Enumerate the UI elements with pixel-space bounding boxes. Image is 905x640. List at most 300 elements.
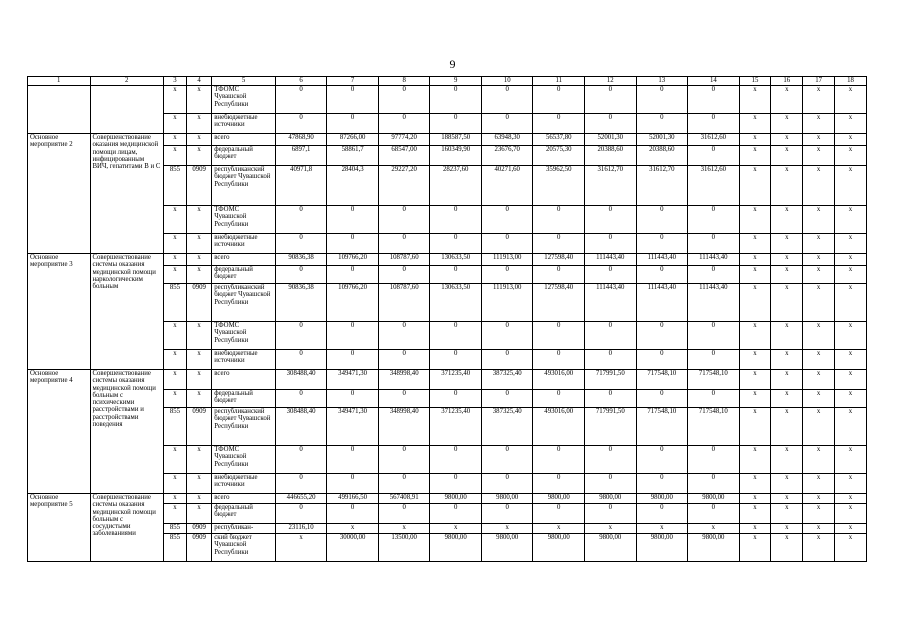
code-cell: x bbox=[163, 370, 186, 390]
value-cell: 0 bbox=[533, 114, 585, 134]
column-number-cell: 14 bbox=[688, 77, 740, 86]
value-cell: x bbox=[803, 494, 835, 504]
value-cell: x bbox=[688, 524, 740, 534]
funding-source-cell: республиканский бюджет Чувашской Республики bbox=[212, 408, 276, 446]
value-cell: 0 bbox=[688, 234, 740, 254]
value-cell: 0 bbox=[585, 446, 637, 474]
value-cell: 0 bbox=[275, 474, 327, 494]
code-cell: x bbox=[187, 390, 212, 408]
value-cell: 111443,40 bbox=[688, 254, 740, 266]
value-cell: 0 bbox=[430, 86, 482, 114]
column-number-cell: 9 bbox=[430, 77, 482, 86]
value-cell: 717548,10 bbox=[636, 370, 688, 390]
value-cell: x bbox=[739, 524, 771, 534]
value-cell: x bbox=[739, 350, 771, 370]
value-cell: x bbox=[739, 234, 771, 254]
value-cell: x bbox=[771, 504, 803, 524]
value-cell: x bbox=[803, 254, 835, 266]
value-cell: 111913,00 bbox=[481, 284, 533, 322]
value-cell: 0 bbox=[378, 474, 430, 494]
value-cell: 108787,60 bbox=[378, 254, 430, 266]
value-cell: x bbox=[771, 408, 803, 446]
value-cell: 349471,30 bbox=[327, 370, 379, 390]
value-cell: x bbox=[771, 266, 803, 284]
code-cell: x bbox=[187, 206, 212, 234]
value-cell: x bbox=[835, 146, 867, 166]
value-cell: x bbox=[739, 322, 771, 350]
value-cell: 130633,50 bbox=[430, 284, 482, 322]
value-cell: 0 bbox=[585, 206, 637, 234]
value-cell: 58861,7 bbox=[327, 146, 379, 166]
measure-description-cell: Совершенствование системы оказания медицинской помощи больным с психическими расстройствами и расстройствами поведения bbox=[90, 370, 163, 494]
funding-source-cell: федеральный бюджет bbox=[212, 504, 276, 524]
code-cell: x bbox=[163, 390, 186, 408]
funding-source-cell: федеральный бюджет bbox=[212, 390, 276, 408]
value-cell: 188587,50 bbox=[430, 134, 482, 146]
value-cell: x bbox=[771, 350, 803, 370]
value-cell: 9800,00 bbox=[688, 534, 740, 562]
code-cell: x bbox=[163, 234, 186, 254]
code-cell: 855 bbox=[163, 408, 186, 446]
value-cell: 111443,40 bbox=[688, 284, 740, 322]
value-cell: 31612,60 bbox=[688, 134, 740, 146]
value-cell: 127598,40 bbox=[533, 254, 585, 266]
value-cell: x bbox=[771, 86, 803, 114]
value-cell: 717991,50 bbox=[585, 408, 637, 446]
value-cell: 0 bbox=[327, 114, 379, 134]
value-cell: x bbox=[803, 408, 835, 446]
value-cell: x bbox=[636, 524, 688, 534]
value-cell: 0 bbox=[585, 234, 637, 254]
value-cell: 0 bbox=[430, 446, 482, 474]
code-cell: x bbox=[163, 146, 186, 166]
value-cell: 308488,40 bbox=[275, 370, 327, 390]
code-cell: x bbox=[163, 114, 186, 134]
funding-source-cell: федеральный бюджет bbox=[212, 266, 276, 284]
value-cell: 9800,00 bbox=[533, 494, 585, 504]
value-cell: 6897,1 bbox=[275, 146, 327, 166]
value-cell: 111913,00 bbox=[481, 254, 533, 266]
table-row bbox=[28, 134, 867, 146]
value-cell: x bbox=[803, 86, 835, 114]
value-cell: x bbox=[803, 504, 835, 524]
column-number-cell: 3 bbox=[163, 77, 186, 86]
value-cell: 0 bbox=[688, 206, 740, 234]
code-cell: x bbox=[187, 86, 212, 114]
value-cell: 371235,40 bbox=[430, 408, 482, 446]
value-cell: 0 bbox=[430, 206, 482, 234]
value-cell: 9800,00 bbox=[585, 494, 637, 504]
value-cell: x bbox=[771, 494, 803, 504]
column-number-cell: 2 bbox=[90, 77, 163, 86]
value-cell: x bbox=[835, 524, 867, 534]
code-cell: x bbox=[187, 370, 212, 390]
value-cell: x bbox=[739, 86, 771, 114]
funding-source-cell: внебюджетные источники bbox=[212, 350, 276, 370]
value-cell: 97774,20 bbox=[378, 134, 430, 146]
value-cell: 13500,00 bbox=[378, 534, 430, 562]
value-cell: x bbox=[803, 234, 835, 254]
value-cell: x bbox=[835, 284, 867, 322]
code-cell: x bbox=[163, 350, 186, 370]
value-cell: x bbox=[430, 524, 482, 534]
code-cell: x bbox=[187, 474, 212, 494]
value-cell: 0 bbox=[585, 322, 637, 350]
value-cell: 0 bbox=[481, 322, 533, 350]
value-cell: 717548,10 bbox=[688, 408, 740, 446]
funding-source-cell: внебюджетные источники bbox=[212, 474, 276, 494]
column-number-cell: 10 bbox=[481, 77, 533, 86]
value-cell: 109766,20 bbox=[327, 254, 379, 266]
value-cell: 0 bbox=[481, 390, 533, 408]
column-number-cell: 16 bbox=[771, 77, 803, 86]
value-cell: 0 bbox=[585, 350, 637, 370]
value-cell: 108787,60 bbox=[378, 284, 430, 322]
value-cell: 0 bbox=[378, 446, 430, 474]
value-cell: 0 bbox=[481, 446, 533, 474]
value-cell: x bbox=[835, 390, 867, 408]
code-cell: x bbox=[187, 322, 212, 350]
code-cell: x bbox=[163, 504, 186, 524]
value-cell: 0 bbox=[688, 114, 740, 134]
value-cell: 0 bbox=[275, 206, 327, 234]
column-number-cell: 11 bbox=[533, 77, 585, 86]
value-cell: 0 bbox=[430, 504, 482, 524]
value-cell: 0 bbox=[533, 322, 585, 350]
value-cell: 0 bbox=[378, 114, 430, 134]
code-cell: 855 bbox=[163, 524, 186, 534]
code-cell: 0909 bbox=[187, 166, 212, 206]
funding-source-cell: ТФОМС Чувашской Республики bbox=[212, 86, 276, 114]
code-cell: x bbox=[187, 266, 212, 284]
value-cell: x bbox=[803, 322, 835, 350]
value-cell: x bbox=[771, 234, 803, 254]
value-cell: x bbox=[481, 524, 533, 534]
value-cell: x bbox=[803, 134, 835, 146]
value-cell: 23116,10 bbox=[275, 524, 327, 534]
value-cell: 111443,40 bbox=[636, 284, 688, 322]
value-cell: 0 bbox=[533, 86, 585, 114]
column-number-cell: 13 bbox=[636, 77, 688, 86]
value-cell: x bbox=[771, 134, 803, 146]
value-cell: 0 bbox=[688, 446, 740, 474]
value-cell: 0 bbox=[481, 504, 533, 524]
value-cell: x bbox=[739, 446, 771, 474]
column-number-cell: 12 bbox=[585, 77, 637, 86]
value-cell: 499166,50 bbox=[327, 494, 379, 504]
value-cell: 0 bbox=[533, 504, 585, 524]
value-cell: 9800,00 bbox=[481, 494, 533, 504]
code-cell: x bbox=[187, 254, 212, 266]
value-cell: 0 bbox=[636, 114, 688, 134]
value-cell: 0 bbox=[585, 390, 637, 408]
value-cell: 348998,40 bbox=[378, 370, 430, 390]
value-cell: 52001,30 bbox=[585, 134, 637, 146]
measure-name-cell: Основное мероприятие 4 bbox=[28, 370, 91, 494]
value-cell: 0 bbox=[481, 350, 533, 370]
column-number-cell: 4 bbox=[187, 77, 212, 86]
value-cell: 0 bbox=[481, 206, 533, 234]
value-cell: 387325,40 bbox=[481, 408, 533, 446]
code-cell: x bbox=[163, 266, 186, 284]
value-cell: x bbox=[771, 524, 803, 534]
value-cell: 0 bbox=[636, 206, 688, 234]
value-cell: 68547,00 bbox=[378, 146, 430, 166]
value-cell: 0 bbox=[378, 504, 430, 524]
code-cell: 0909 bbox=[187, 534, 212, 562]
value-cell: 109766,20 bbox=[327, 284, 379, 322]
value-cell: x bbox=[771, 390, 803, 408]
value-cell: 446655,20 bbox=[275, 494, 327, 504]
value-cell: x bbox=[803, 266, 835, 284]
value-cell: 0 bbox=[636, 322, 688, 350]
value-cell: 0 bbox=[327, 234, 379, 254]
value-cell: 0 bbox=[275, 446, 327, 474]
value-cell: 493016,00 bbox=[533, 408, 585, 446]
value-cell: 0 bbox=[585, 114, 637, 134]
value-cell: 127598,40 bbox=[533, 284, 585, 322]
value-cell: 0 bbox=[533, 474, 585, 494]
value-cell: x bbox=[803, 114, 835, 134]
value-cell: 9800,00 bbox=[636, 534, 688, 562]
value-cell: 0 bbox=[585, 504, 637, 524]
value-cell: 0 bbox=[327, 350, 379, 370]
column-number-cell: 18 bbox=[835, 77, 867, 86]
funding-source-cell: всего bbox=[212, 254, 276, 266]
value-cell: x bbox=[835, 322, 867, 350]
value-cell: 35962,50 bbox=[533, 166, 585, 206]
value-cell: 0 bbox=[327, 86, 379, 114]
value-cell: x bbox=[585, 524, 637, 534]
value-cell: 349471,30 bbox=[327, 408, 379, 446]
value-cell: 0 bbox=[688, 350, 740, 370]
value-cell: 9800,00 bbox=[636, 494, 688, 504]
table-row bbox=[28, 370, 867, 390]
code-cell: x bbox=[163, 134, 186, 146]
value-cell: 0 bbox=[327, 266, 379, 284]
value-cell: 0 bbox=[636, 234, 688, 254]
value-cell: 90836,38 bbox=[275, 284, 327, 322]
value-cell: x bbox=[771, 166, 803, 206]
value-cell: 0 bbox=[636, 350, 688, 370]
measure-description-cell: Совершенствование системы оказания медицинской помощи наркологическим больным bbox=[90, 254, 163, 370]
value-cell: x bbox=[739, 390, 771, 408]
measure-description-cell bbox=[90, 86, 163, 134]
value-cell: x bbox=[771, 322, 803, 350]
value-cell: 0 bbox=[481, 114, 533, 134]
code-cell: x bbox=[187, 494, 212, 504]
code-cell: x bbox=[163, 86, 186, 114]
value-cell: 348998,40 bbox=[378, 408, 430, 446]
value-cell: x bbox=[835, 234, 867, 254]
value-cell: 0 bbox=[481, 474, 533, 494]
value-cell: 717548,10 bbox=[688, 370, 740, 390]
value-cell: x bbox=[739, 408, 771, 446]
value-cell: 0 bbox=[585, 266, 637, 284]
measure-description-cell: Совершенствование оказания медицинской помощи лицам, инфицированным ВИЧ, гепатитами В и С bbox=[90, 134, 163, 254]
code-cell: x bbox=[187, 504, 212, 524]
value-cell: x bbox=[835, 504, 867, 524]
value-cell: 0 bbox=[636, 390, 688, 408]
value-cell: x bbox=[378, 524, 430, 534]
value-cell: 31612,70 bbox=[585, 166, 637, 206]
value-cell: 9800,00 bbox=[688, 494, 740, 504]
code-cell: x bbox=[187, 134, 212, 146]
funding-source-cell: федеральный бюджет bbox=[212, 146, 276, 166]
funding-source-cell: ТФОМС Чувашской Республики bbox=[212, 446, 276, 474]
value-cell: 160349,90 bbox=[430, 146, 482, 166]
value-cell: 0 bbox=[636, 86, 688, 114]
value-cell: 0 bbox=[636, 504, 688, 524]
value-cell: 0 bbox=[430, 234, 482, 254]
value-cell: x bbox=[835, 350, 867, 370]
value-cell: x bbox=[771, 534, 803, 562]
value-cell: 0 bbox=[636, 266, 688, 284]
value-cell: 9800,00 bbox=[585, 534, 637, 562]
value-cell: 0 bbox=[688, 266, 740, 284]
value-cell: 717548,10 bbox=[636, 408, 688, 446]
value-cell: 0 bbox=[327, 206, 379, 234]
page-number: 9 bbox=[449, 57, 456, 71]
value-cell: 9800,00 bbox=[430, 534, 482, 562]
value-cell: x bbox=[533, 524, 585, 534]
value-cell: 0 bbox=[585, 474, 637, 494]
value-cell: 0 bbox=[378, 234, 430, 254]
code-cell: 0909 bbox=[187, 524, 212, 534]
value-cell: x bbox=[803, 524, 835, 534]
value-cell: 9800,00 bbox=[481, 534, 533, 562]
value-cell: x bbox=[803, 474, 835, 494]
value-cell: 52001,30 bbox=[636, 134, 688, 146]
value-cell: 308488,40 bbox=[275, 408, 327, 446]
value-cell: 90836,38 bbox=[275, 254, 327, 266]
code-cell: x bbox=[187, 146, 212, 166]
funding-source-cell: внебюджетные источники bbox=[212, 234, 276, 254]
value-cell: 23676,70 bbox=[481, 146, 533, 166]
measure-name-cell: Основное мероприятие 3 bbox=[28, 254, 91, 370]
funding-source-cell: республикан- bbox=[212, 524, 276, 534]
code-cell: x bbox=[163, 254, 186, 266]
code-cell: x bbox=[187, 114, 212, 134]
value-cell: 0 bbox=[533, 234, 585, 254]
value-cell: 0 bbox=[688, 86, 740, 114]
value-cell: x bbox=[835, 474, 867, 494]
value-cell: x bbox=[803, 534, 835, 562]
value-cell: 0 bbox=[688, 146, 740, 166]
code-cell: 0909 bbox=[187, 408, 212, 446]
value-cell: 0 bbox=[327, 390, 379, 408]
value-cell: 0 bbox=[275, 86, 327, 114]
value-cell: x bbox=[771, 474, 803, 494]
value-cell: x bbox=[835, 114, 867, 134]
value-cell: x bbox=[771, 446, 803, 474]
value-cell: 40271,60 bbox=[481, 166, 533, 206]
value-cell: 0 bbox=[275, 114, 327, 134]
value-cell: x bbox=[327, 524, 379, 534]
value-cell: x bbox=[803, 284, 835, 322]
value-cell: 0 bbox=[275, 234, 327, 254]
value-cell: x bbox=[771, 206, 803, 234]
value-cell: 31612,70 bbox=[636, 166, 688, 206]
value-cell: 0 bbox=[636, 446, 688, 474]
value-cell: x bbox=[739, 166, 771, 206]
funding-source-cell: внебюджетные источники bbox=[212, 114, 276, 134]
value-cell: 0 bbox=[275, 350, 327, 370]
value-cell: 0 bbox=[430, 350, 482, 370]
column-number-row bbox=[28, 77, 867, 86]
code-cell: x bbox=[163, 206, 186, 234]
value-cell: 0 bbox=[430, 390, 482, 408]
measure-name-cell bbox=[28, 86, 91, 134]
value-cell: x bbox=[739, 206, 771, 234]
value-cell: 111443,40 bbox=[585, 254, 637, 266]
value-cell: 130633,50 bbox=[430, 254, 482, 266]
value-cell: 371235,40 bbox=[430, 370, 482, 390]
column-number-cell: 6 bbox=[275, 77, 327, 86]
funding-source-cell: всего bbox=[212, 494, 276, 504]
value-cell: 20388,60 bbox=[636, 146, 688, 166]
funding-source-cell: всего bbox=[212, 370, 276, 390]
value-cell: x bbox=[835, 266, 867, 284]
value-cell: 0 bbox=[378, 350, 430, 370]
code-cell: 0909 bbox=[187, 284, 212, 322]
column-number-cell: 17 bbox=[803, 77, 835, 86]
value-cell: 40971,8 bbox=[275, 166, 327, 206]
value-cell: x bbox=[739, 134, 771, 146]
value-cell: x bbox=[739, 254, 771, 266]
value-cell: x bbox=[771, 370, 803, 390]
value-cell: x bbox=[803, 446, 835, 474]
value-cell: x bbox=[803, 206, 835, 234]
value-cell: 9800,00 bbox=[533, 534, 585, 562]
value-cell: 0 bbox=[275, 266, 327, 284]
value-cell: 0 bbox=[327, 504, 379, 524]
funding-source-cell: ский бюджет Чувашской Республики bbox=[212, 534, 276, 562]
value-cell: 29227,20 bbox=[378, 166, 430, 206]
code-cell: x bbox=[163, 322, 186, 350]
measure-description-cell: Совершенствование системы оказания медицинской помощи больным с сосудистыми заболеваниями bbox=[90, 494, 163, 562]
table-row bbox=[28, 494, 867, 504]
funding-source-cell: всего bbox=[212, 134, 276, 146]
value-cell: 387325,40 bbox=[481, 370, 533, 390]
value-cell: x bbox=[803, 390, 835, 408]
value-cell: x bbox=[739, 370, 771, 390]
code-cell: 855 bbox=[163, 284, 186, 322]
value-cell: 0 bbox=[275, 322, 327, 350]
value-cell: 0 bbox=[481, 266, 533, 284]
value-cell: x bbox=[835, 134, 867, 146]
value-cell: x bbox=[739, 474, 771, 494]
value-cell: x bbox=[835, 408, 867, 446]
value-cell: x bbox=[803, 370, 835, 390]
value-cell: 0 bbox=[636, 474, 688, 494]
column-number-cell: 5 bbox=[212, 77, 276, 86]
value-cell: 0 bbox=[533, 390, 585, 408]
value-cell: 0 bbox=[533, 206, 585, 234]
funding-source-cell: республиканский бюджет Чувашской Республики bbox=[212, 166, 276, 206]
value-cell: x bbox=[835, 534, 867, 562]
value-cell: 0 bbox=[481, 86, 533, 114]
value-cell: 567408,91 bbox=[378, 494, 430, 504]
table-row bbox=[28, 254, 867, 266]
value-cell: 111443,40 bbox=[585, 284, 637, 322]
value-cell: 0 bbox=[481, 234, 533, 254]
value-cell: x bbox=[803, 166, 835, 206]
value-cell: x bbox=[835, 86, 867, 114]
value-cell: x bbox=[739, 504, 771, 524]
value-cell: 20388,60 bbox=[585, 146, 637, 166]
value-cell: x bbox=[835, 494, 867, 504]
